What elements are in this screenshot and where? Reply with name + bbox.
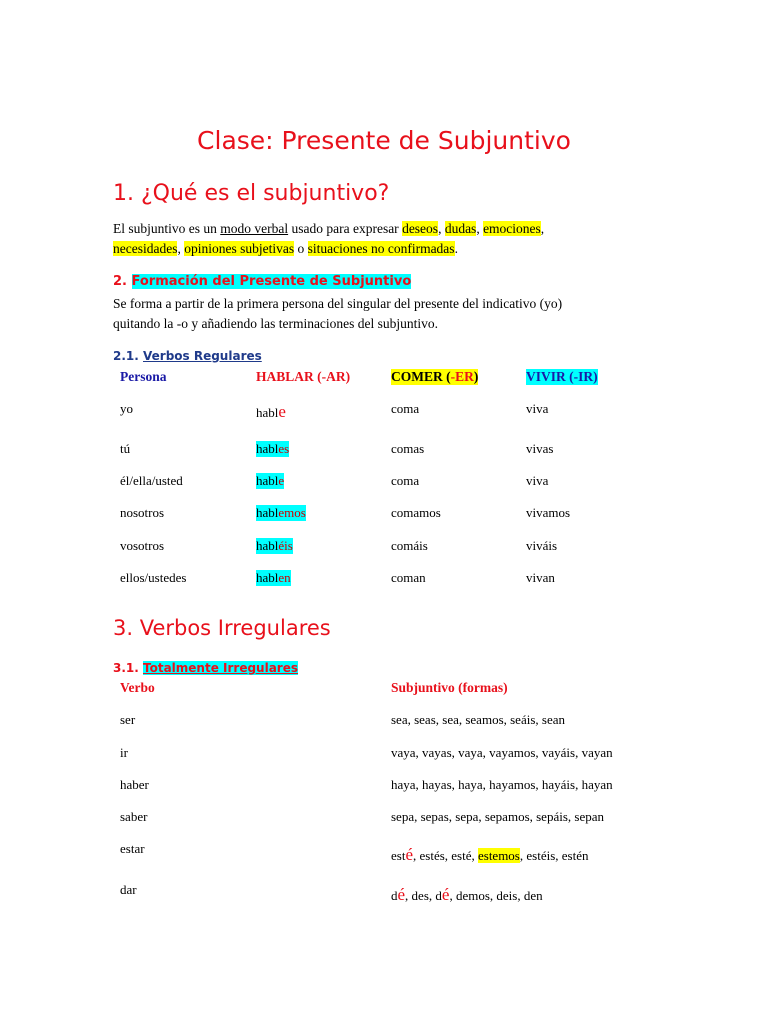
text: , xyxy=(476,221,484,236)
vivir-cell: vivas xyxy=(526,441,554,456)
header-comer xyxy=(391,369,478,385)
section-number: 2. xyxy=(113,274,132,289)
section-3-heading: 3. Verbos Irregulares xyxy=(113,616,331,640)
stem: habl xyxy=(256,538,279,553)
persona-cell: él/ella/usted xyxy=(120,473,183,488)
highlight-situaciones: situaciones no confirmadas xyxy=(307,241,455,256)
hablar-cell xyxy=(256,538,293,554)
persona-cell: vosotros xyxy=(120,538,165,553)
vivir-cell: vivamos xyxy=(526,505,571,520)
accent-letter: é xyxy=(441,885,450,904)
text: -ER xyxy=(450,369,474,384)
section-number: 3.1. xyxy=(113,661,143,675)
formas-cell xyxy=(391,885,543,905)
stem: habl xyxy=(256,570,279,585)
text: d xyxy=(391,888,398,903)
text: El subjuntivo es un xyxy=(113,221,221,236)
comer-cell: comáis xyxy=(391,538,428,553)
section-2-heading-text: Formación del Presente de Subjuntivo xyxy=(131,274,412,289)
section-number: 2.1. xyxy=(113,349,143,363)
ending: es xyxy=(278,441,290,456)
comer-cell: comas xyxy=(391,441,425,456)
verbo-cell: haber xyxy=(120,777,149,792)
stem: habl xyxy=(256,441,279,456)
modo-verbal-text: modo verbal xyxy=(220,221,289,236)
text: , des, d xyxy=(405,888,442,903)
verbo-cell: ser xyxy=(120,712,136,727)
verbo-cell: dar xyxy=(120,882,137,897)
section-2-1-heading-text: Verbos Regulares xyxy=(143,349,262,363)
section-2-paragraph xyxy=(113,294,713,334)
hablar-cell xyxy=(256,473,284,489)
text: , estéis, estén xyxy=(519,848,589,863)
text: . xyxy=(454,241,458,256)
persona-cell: tú xyxy=(120,441,131,456)
hablar-cell xyxy=(256,402,286,422)
text: o xyxy=(294,241,308,256)
section-2-heading xyxy=(113,274,411,289)
comer-cell: coma xyxy=(391,473,420,488)
text: , demos, deis, den xyxy=(449,888,543,903)
hablar-cell xyxy=(256,505,306,521)
highlight-deseos: deseos xyxy=(402,221,439,236)
formas-cell xyxy=(391,845,588,865)
ending: e xyxy=(278,402,286,421)
highlight-estemos: estemos xyxy=(477,848,520,863)
formas-cell: sepa, sepas, sepa, sepamos, sepáis, sepan xyxy=(391,809,604,824)
stem: habl xyxy=(256,405,279,420)
ending: emos xyxy=(278,505,306,520)
vivir-cell: vivan xyxy=(526,570,555,585)
verbo-cell: saber xyxy=(120,809,148,824)
highlight-emociones: emociones xyxy=(483,221,541,236)
text: est xyxy=(391,848,406,863)
text: COMER ( xyxy=(391,369,451,384)
text: quitando la -o y añadiendo las terminaciones del subjuntivo. xyxy=(113,316,439,331)
highlight-necesidades: necesidades xyxy=(113,241,178,256)
persona-cell: nosotros xyxy=(120,505,165,520)
hablar-cell xyxy=(256,441,289,457)
section-1-paragraph xyxy=(113,219,713,259)
formas-cell: vaya, vayas, vaya, vayamos, vayáis, vayan xyxy=(391,745,613,760)
text: , xyxy=(438,221,445,236)
ending: e xyxy=(278,473,285,488)
persona-cell: ellos/ustedes xyxy=(120,570,187,585)
verbo-cell: estar xyxy=(120,841,145,856)
persona-cell: yo xyxy=(120,401,133,416)
accent-letter: é xyxy=(405,845,413,864)
stem: habl xyxy=(256,505,279,520)
hablar-cell xyxy=(256,570,291,586)
section-2-1-heading xyxy=(113,349,262,363)
accent-letter: é xyxy=(397,885,406,904)
comer-cell: comamos xyxy=(391,505,441,520)
text: , xyxy=(177,241,185,256)
ending: éis xyxy=(278,538,293,553)
section-3-1-heading-text: Totalmente Irregulares xyxy=(143,661,299,675)
section-3-1-heading xyxy=(113,661,298,675)
stem: habl xyxy=(256,473,279,488)
vivir-cell: viváis xyxy=(526,538,558,553)
header-formas: Subjuntivo (formas) xyxy=(391,680,508,695)
page-title: Clase: Presente de Subjuntivo xyxy=(197,126,571,155)
vivir-cell: viva xyxy=(526,473,549,488)
header-persona: Persona xyxy=(120,369,167,384)
highlight-dudas: dudas xyxy=(444,221,477,236)
comer-cell: coma xyxy=(391,401,420,416)
vivir-cell: viva xyxy=(526,401,549,416)
verbo-cell: ir xyxy=(120,745,128,760)
formas-cell: sea, seas, sea, seamos, seáis, sean xyxy=(391,712,565,727)
ending: en xyxy=(278,570,291,585)
text: , estés, esté, xyxy=(413,848,478,863)
comer-cell: coman xyxy=(391,570,426,585)
highlight-opiniones: opiniones subjetivas xyxy=(184,241,295,256)
header-verbo: Verbo xyxy=(120,680,155,695)
header-hablar: HABLAR (-AR) xyxy=(256,369,351,384)
text: ) xyxy=(473,369,479,384)
formas-cell: haya, hayas, haya, hayamos, hayáis, hayan xyxy=(391,777,613,792)
text: usado para expresar xyxy=(288,221,403,236)
section-1-heading: 1. ¿Qué es el subjuntivo? xyxy=(113,181,390,206)
header-vivir: VIVIR (-IR) xyxy=(526,369,598,384)
text: Se forma a partir de la primera persona del singular del presente del indicativo (yo) xyxy=(113,296,563,311)
text: , xyxy=(540,221,545,236)
